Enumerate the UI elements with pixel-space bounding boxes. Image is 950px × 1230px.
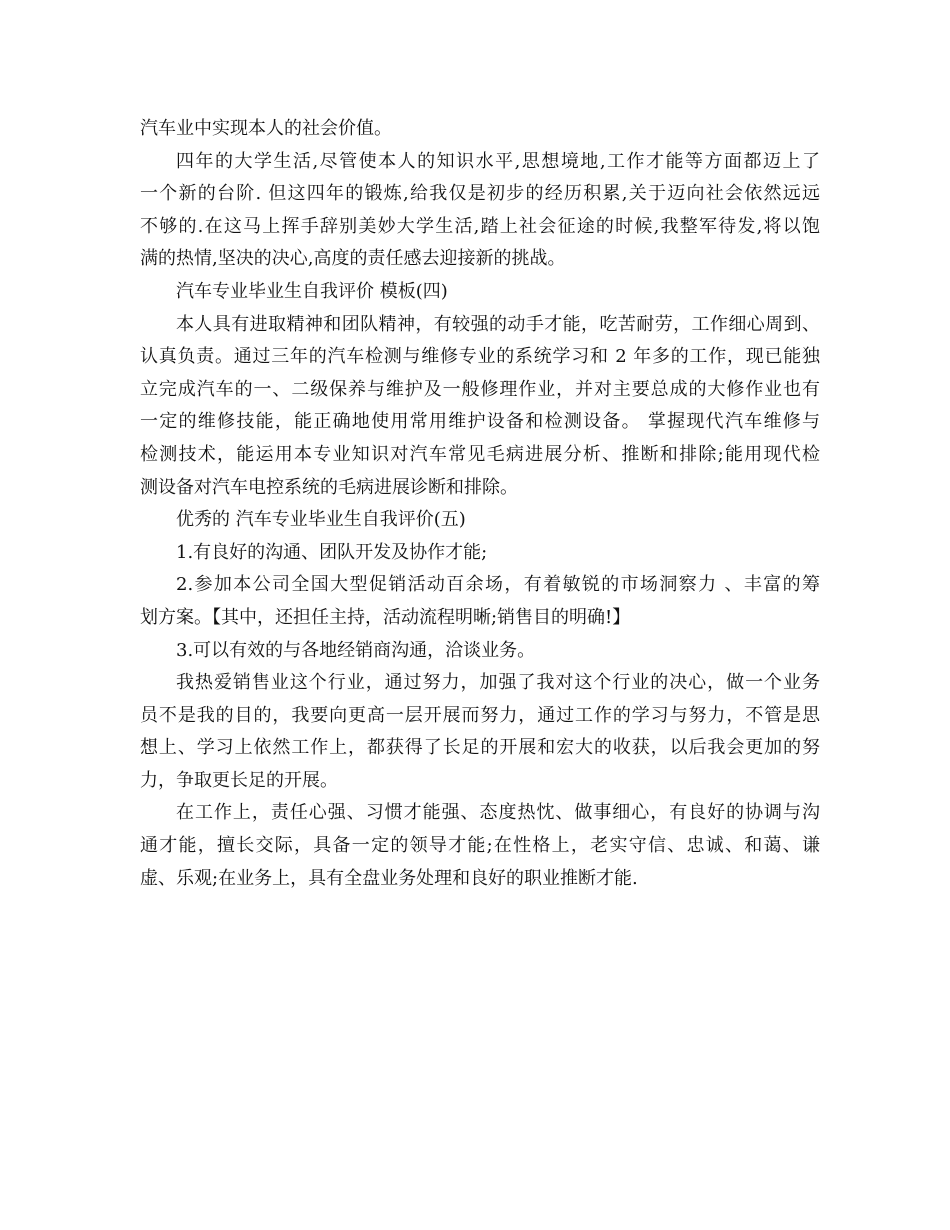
text-line: 划方案。【其中，还担任主持，活动流程明晰;销售目的明确!】 [140,606,631,628]
document-body [140,113,820,895]
text-line: 立完成汽车的一、二级保养与维护及一般修理作业，并对主要总成的大修作业也有 [140,378,820,400]
text-line: 力，争取更长足的开展。 [140,769,338,791]
text-line: 检测技术，能运用本专业知识对汽车常见毛病进展分析、推断和排除;能用现代检 [140,443,820,465]
text-line: 不够的.在这马上挥手辞别美妙大学生活,踏上社会征途的时候,我整军待发,将以饱 [140,215,820,237]
text-line: 四年的大学生活,尽管使本人的知识水平,思想境地,工作才能等方面都迈上了 [176,150,820,172]
text-line: 2.参加本公司全国大型促销活动百余场，有着敏锐的市场洞察力 、丰富的筹 [176,574,820,596]
text-line: 汽车专业毕业生自我评价 模板(四) [176,280,448,302]
text-line: 员不是我的目的，我要向更高一层开展而努力，通过工作的学习与努力，不管是思 [140,704,820,726]
text-line: 虚、乐观;在业务上，具有全盘业务处理和良好的职业推断才能. [140,867,638,889]
text-line: 认真负责。通过三年的汽车检测与维修专业的系统学习和 2 年多的工作，现已能独 [140,346,820,368]
text-line: 3.可以有效的与各地经销商沟通，洽谈业务。 [176,639,536,661]
text-line: 一个新的台阶. 但这四年的锻炼,给我仅是初步的经历积累,关于迈向社会依然远远 [140,183,820,205]
text-line: 测设备对汽车电控系统的毛病进展诊断和排除。 [140,476,518,498]
text-line: 本人具有进取精神和团队精神，有较强的动手才能，吃苦耐劳，工作细心周到、 [176,313,820,335]
text-line: 汽车业中实现本人的社会价值。 [140,118,392,139]
text-line: 想上、学习上依然工作上，都获得了长足的开展和宏大的收获，以后我会更加的努 [140,737,820,759]
text-line: 通才能，擅长交际，具备一定的领导才能;在性格上，老实守信、忠诚、和蔼、谦 [140,835,820,857]
text-line: 一定的维修技能，能正确地使用常用维护设备和检测设备。 掌握现代汽车维修与 [140,411,820,433]
text-line: 在工作上，责任心强、习惯才能强、态度热忱、做事细心，有良好的协调与沟 [176,802,820,824]
text-line: 满的热情,坚决的决心,高度的责任感去迎接新的挑战。 [140,248,566,270]
text-line: 1.有良好的沟通、团队开发及协作才能; [176,541,488,563]
text-line: 我热爱销售业这个行业，通过努力，加强了我对这个行业的决心，做一个业务 [176,672,820,694]
text-line: 优秀的 汽车专业毕业生自我评价(五) [176,509,466,531]
